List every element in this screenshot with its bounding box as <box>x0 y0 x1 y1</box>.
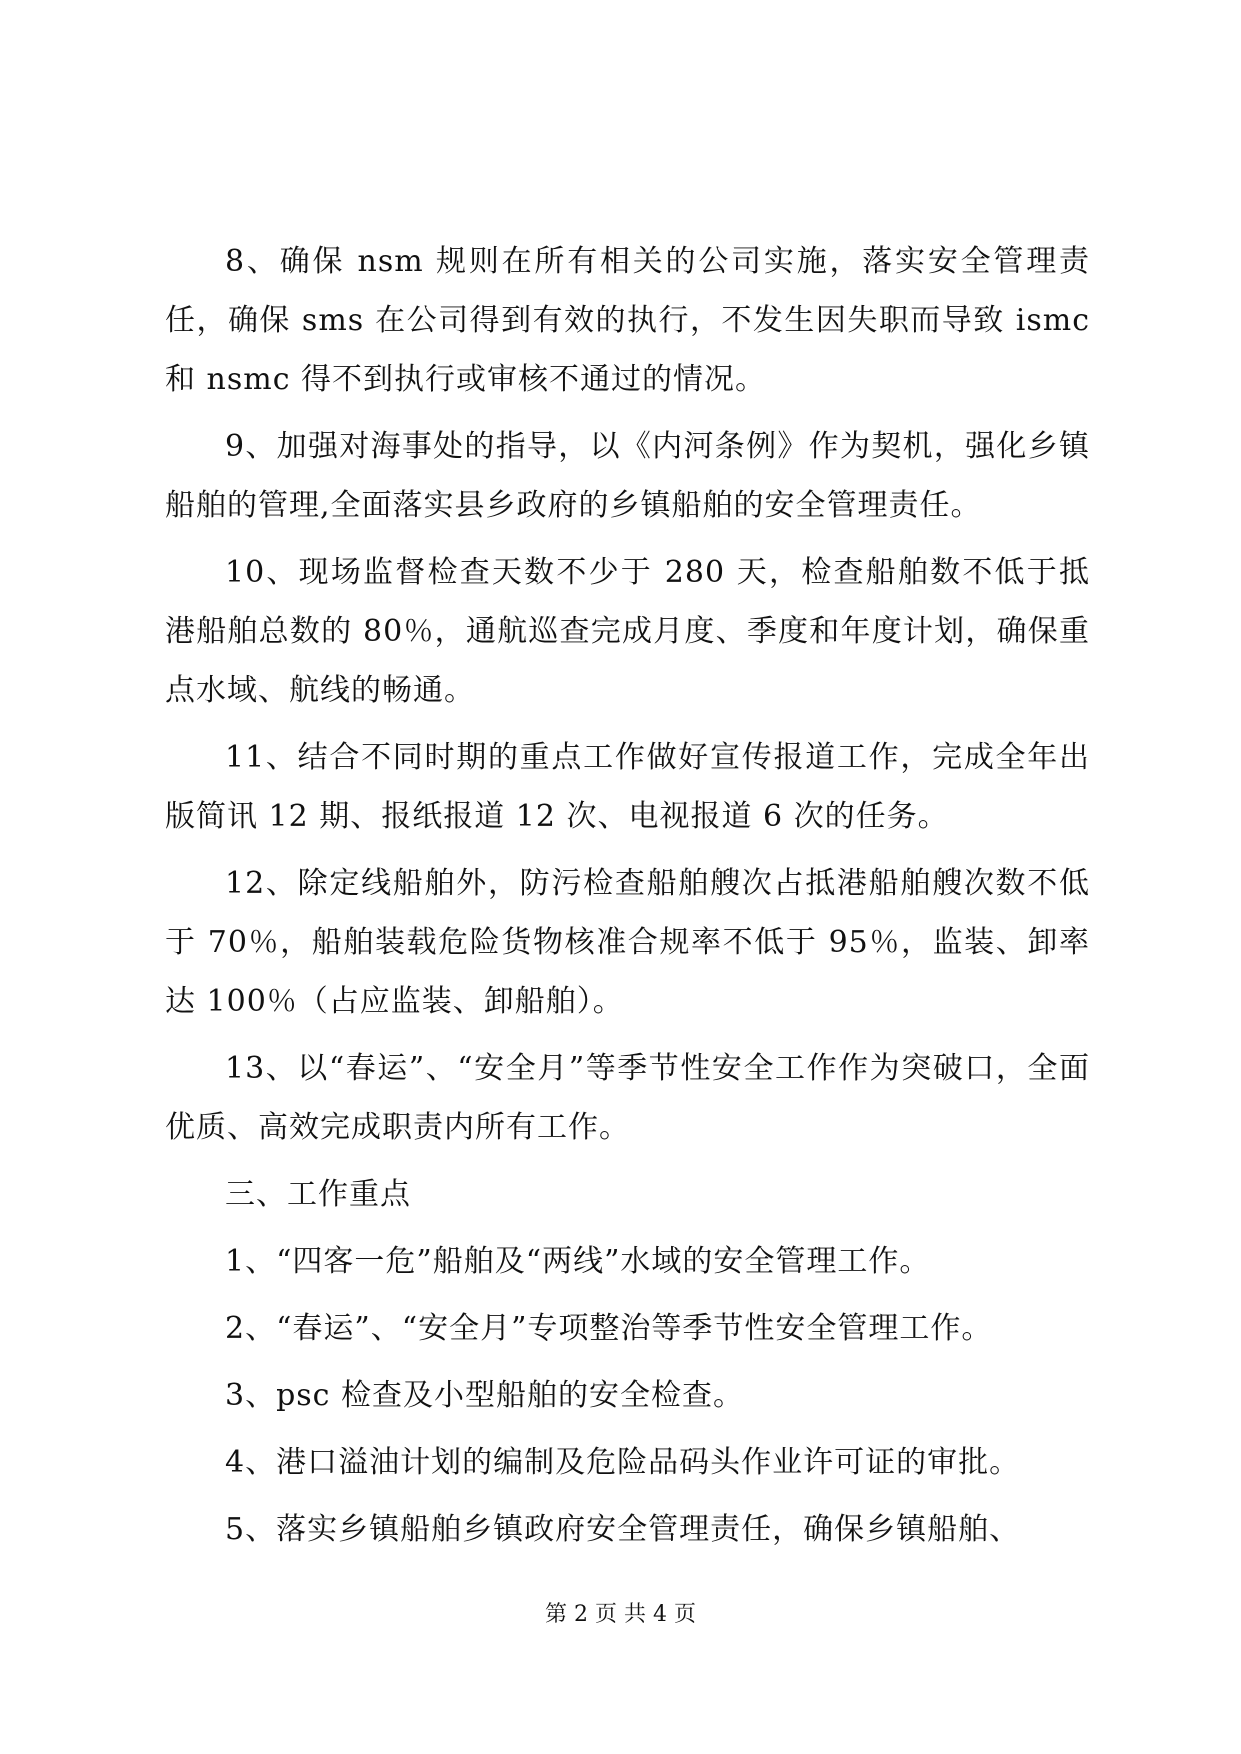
page-number-footer: 第 2 页 共 4 页 <box>545 1602 696 1627</box>
paragraph-item-10: 10、现场监督检查天数不少于 280 天，检查船舶数不低于抵港船舶总数的 80％，通航巡查完成月度、季度和年度计划，确保重点水域、航线的畅通。 <box>165 555 1090 708</box>
focus-item-3: 3、psc 检查及小型船舶的安全检查。 <box>225 1378 745 1413</box>
paragraph-item-11: 11、结合不同时期的重点工作做好宣传报道工作，完成全年出版简讯 12 期、报纸报道 12 次、电视报道 6 次的任务。 <box>165 740 1090 834</box>
focus-item-4: 4、港口溢油计划的编制及危险品码头作业许可证的审批。 <box>225 1445 1021 1480</box>
paragraph-item-9: 9、加强对海事处的指导，以《内河条例》作为契机，强化乡镇船舶的管理,全面落实县乡政府的乡镇船舶的安全管理责任。 <box>165 429 1090 523</box>
paragraph-item-12: 12、除定线船舶外，防污检查船舶艘次占抵港船舶艘次数不低于 70％，船舶装载危险货物核准合规率不低于 95％，监装、卸率达 100％（占应监装、卸船舶）。 <box>165 866 1090 1019</box>
focus-item-1: 1、“四客一危”船舶及“两线”水域的安全管理工作。 <box>225 1244 931 1279</box>
focus-item-5: 5、落实乡镇船舶乡镇政府安全管理责任，确保乡镇船舶、 <box>225 1512 1021 1547</box>
focus-item-2: 2、“春运”、“安全月”专项整治等季节性安全管理工作。 <box>225 1311 993 1346</box>
paragraph-item-8: 8、确保 nsm 规则在所有相关的公司实施，落实安全管理责任，确保 sms 在公司得到有效的执行，不发生因失职而导致 ismc 和 nsmc 得不到执行或审核不通过的情况。 <box>165 244 1090 397</box>
paragraph-item-13: 13、以“春运”、“安全月”等季节性安全工作作为突破口，全面优质、高效完成职责内所有工作。 <box>165 1051 1090 1145</box>
document-body <box>165 232 1090 1567</box>
section-heading-work-focus: 三、工作重点 <box>225 1177 411 1212</box>
